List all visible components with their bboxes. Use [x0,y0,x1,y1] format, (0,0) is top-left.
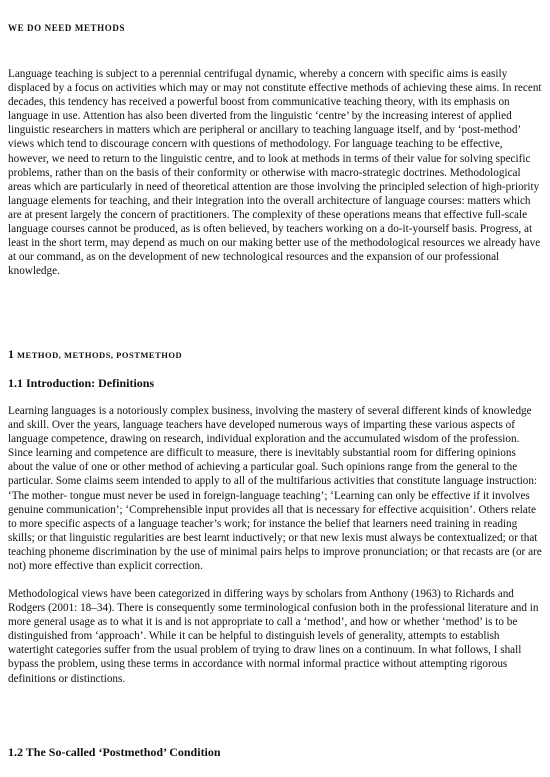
section-heading-1-1: 1.1 Introduction: Definitions [8,376,155,390]
chapter-number: 1 [8,347,14,361]
chapter-title: METHOD, METHODS, POSTMETHOD [17,350,183,360]
body-paragraph-2: Methodological views have been categorized in differing ways by scholars from Anthony (1963) to Richards and Rodgers (2001: 18–34). There is consequently some terminological confusion both in the professional literature and in more general usage as to what it is and is not appropriate to call a ‘method’, and how or whether ‘method’ is to be distinguished from ‘approach’. While it can be helpful to distinguish levels of generality, attempts to establish watertight categories suffer from the usual problem of trying to draw lines on a continuum. In what follows, I shall bypass the problem, using these terms in accordance with normal informal practice without attempting rigorous definitions or distinctions. [8,588,539,685]
section-heading-1-2: 1.2 The So-called ‘Postmethod’ Condition [8,745,221,759]
body-paragraph-1: Learning languages is a notoriously complex business, involving the mastery of several different kinds of knowledge and skill. Over the years, language teachers have developed numerous ways of imparting these various aspects of language competence, drawing on research, individual exploration and the accumulated wisdom of the profession. Since learning and competence are difficult to measure, there is inevitably substantial room for differing opinions about the value of one or other method of achieving a particular goal. Such opinions range from the general to the particular. Some claims seem intended to apply to all of the multifarious activities that constitute language instruction: ‘The mother- tongue must never be used in foreign-language teaching’; ‘Learning can only be effective if it involves genuine communication’; ‘Comprehensible input provides all that is necessary for effective acquisition’. Others relate to more specific aspects of a language teacher’s work; for instance the belief that learners need training in reading skills; or that linguistic regularities are best learnt inductively; or that new lexis must always be contextualized; or that teaching phoneme discrimination by the use of minimal pairs helps to improve pronunciation; or that recasts are (or are not) more effective than explicit correction. [8,405,542,573]
abstract-paragraph: Language teaching is subject to a perennial centrifugal dynamic, whereby a concern with specific aims is easily displaced by a focus on activities which may or may not constitute effective methods of achieving these aims. In recent decades, this tendency has received a powerful boost from communicative teaching theory, with its emphasis on language in use. Attention has also been diverted from the linguistic ‘centre’ by the increasing interest of applied linguistic researchers in matters which are peripheral or ancillary to teaching language itself, and by ‘post-method’ views which tend to discourage concern with questions of methodology. For language teaching to be effective, however, we need to return to the linguistic centre, and to look at methods in terms of their value for solving specific problems, rather than on the basis of their conformity or otherwise with macro-strategic doctrines. Methodological areas which are particularly in need of theoretical attention are those involving the principled selection of high-priority language elements for teaching, and their integration into the overall architecture of language courses: matters which are at present largely the concern of practitioners. The complexity of these operations means that effective full-scale language courses cannot be produced, as is often believed, by teachers working on a do-it-yourself basis. Progress, at least in the short term, may depend as much on our making better use of the methodological resources we already have at our command, as on the development of new technological resources and the expansion of our professional knowledge. [8,68,542,278]
chapter-heading [8,347,182,362]
running-head: WE DO NEED METHODS [8,23,126,33]
